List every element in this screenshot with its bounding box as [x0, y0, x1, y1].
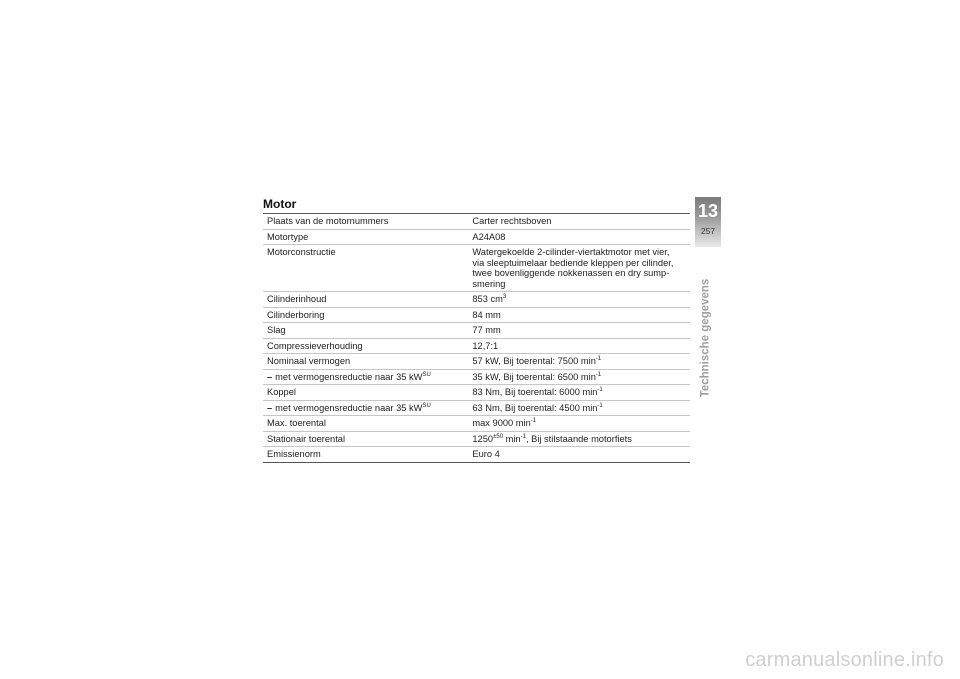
- row-label: Nominaal vermogen: [267, 356, 351, 366]
- value-text: 63 Nm, Bij toerental: 4500 min: [472, 402, 598, 413]
- row-label: Cilinderinhoud: [267, 294, 327, 304]
- row-label: Stationair toerental: [267, 433, 346, 444]
- value-text: max 9000 min: [472, 418, 531, 428]
- chapter-title: Technische gegevens: [699, 278, 712, 398]
- table-row: [263, 323, 690, 339]
- page-number: 257: [700, 226, 716, 236]
- value-text: 57 kW, Bij toerental: 7500 min: [472, 356, 596, 366]
- value-line: twee bovenliggende nokkenassen en dry sump-: [472, 268, 670, 278]
- table-row: [263, 369, 690, 385]
- row-label: Compressieverhouding: [267, 340, 363, 351]
- superscript: 3: [502, 294, 507, 300]
- chapter-tab: [695, 197, 721, 247]
- table-row: [263, 416, 690, 432]
- superscript: -1: [595, 371, 602, 378]
- row-value: 12,7:1: [472, 340, 499, 351]
- value-text: min: [503, 433, 521, 444]
- superscript: SU: [422, 402, 431, 409]
- engine-spec-table: [263, 213, 690, 463]
- label-text: met vermogensreductie naar 35 kW: [275, 402, 423, 413]
- value-text: 83 Nm, Bij toerental: 6000 min: [472, 387, 598, 397]
- label-text: met vermogensreductie naar 35 kW: [275, 371, 423, 382]
- row-value: [468, 431, 690, 447]
- table-row: [263, 400, 690, 416]
- value-text: , Bij stilstaande motorfiets: [525, 433, 632, 444]
- row-value: [468, 369, 690, 385]
- watermark: carmanualsonline.info: [745, 649, 944, 671]
- row-label: Motorconstructie: [267, 247, 336, 257]
- row-value: Euro 4: [472, 449, 500, 459]
- superscript: SU: [422, 371, 431, 378]
- table-row: [263, 447, 690, 463]
- table-row: [263, 214, 690, 230]
- row-label: Emissienorm: [267, 449, 321, 459]
- row-value: Carter rechtsboven: [472, 216, 552, 226]
- row-label: Motortype: [267, 231, 309, 242]
- table-row: [263, 354, 690, 370]
- superscript: -1: [595, 356, 602, 362]
- row-value: A24A08: [472, 231, 506, 242]
- table-row: [263, 292, 690, 308]
- table-row: [263, 307, 690, 323]
- row-label: [263, 400, 468, 416]
- row-value: [468, 416, 690, 432]
- value-text: 853 cm: [472, 294, 503, 304]
- chapter-number: 13: [697, 201, 719, 221]
- table-row: [263, 385, 690, 401]
- dash-bullet: –: [267, 371, 273, 382]
- row-value: [468, 354, 690, 370]
- table-row: [263, 338, 690, 354]
- row-value: [468, 292, 690, 308]
- superscript: -1: [597, 387, 603, 393]
- row-label: Plaats van de motornummers: [267, 216, 389, 226]
- value-text: 35 kW, Bij toerental: 6500 min: [472, 371, 596, 382]
- row-value: [468, 245, 690, 292]
- row-value: [468, 385, 690, 401]
- value-line: via sleeptuimelaar bediende kleppen per cilinder,: [472, 257, 674, 268]
- superscript: -1: [597, 402, 603, 409]
- value-line: smering: [472, 278, 506, 289]
- row-value: 84 mm: [472, 309, 501, 320]
- row-label: Cilinderboring: [267, 309, 325, 320]
- row-label: Slag: [267, 325, 286, 335]
- row-label: Max. toerental: [267, 418, 326, 428]
- superscript: -1: [530, 418, 537, 424]
- row-value: 77 mm: [472, 325, 501, 335]
- table-row: [263, 431, 690, 447]
- value-text: 1250: [472, 433, 494, 444]
- superscript: ±50: [493, 433, 504, 440]
- row-label: Koppel: [267, 387, 296, 397]
- dash-bullet: –: [267, 402, 273, 413]
- table-row: [263, 229, 690, 245]
- table-row: [263, 245, 690, 292]
- section-title: Motor: [263, 197, 297, 211]
- value-line: Watergekoelde 2-cilinder-viertaktmotor met vier,: [472, 247, 670, 257]
- row-label: [263, 369, 468, 385]
- row-value: [468, 400, 690, 416]
- superscript: -1: [520, 433, 526, 440]
